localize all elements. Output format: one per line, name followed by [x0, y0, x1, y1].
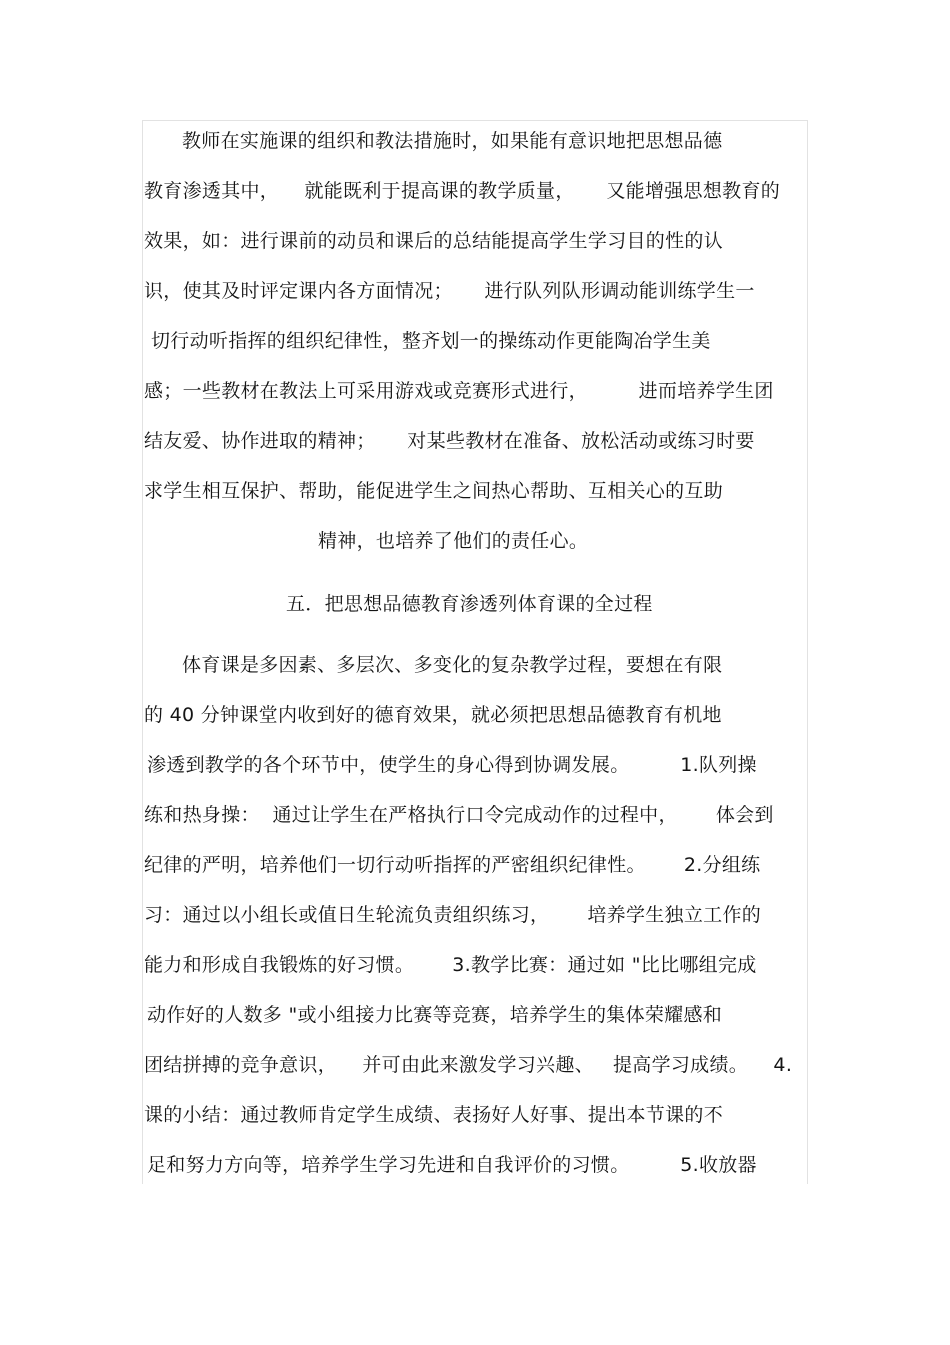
paragraph1-line-4: 识，使其及时评定课内各方面情况； 进行队列队形调动能训练学生一: [144, 280, 755, 302]
paragraph2-line-1: 体育课是多因素、多层次、多变化的复杂教学过程，要想在有限: [182, 654, 723, 676]
paragraph1-line-8: 求学生相互保护、帮助，能促进学生之间热心帮助、互相关心的互助: [144, 480, 724, 502]
paragraph2-line-4: 练和热身操： 通过让学生在严格执行口令完成动作的过程中， 体会到: [144, 804, 774, 826]
paragraph1-line-9: 精神，也培养了他们的责任心。: [318, 530, 589, 552]
paragraph2-line-11: 足和努力方向等，培养学生学习先进和自我评价的习惯。 5.收放器: [147, 1154, 757, 1176]
paragraph1-line-6: 感；一些教材在教法上可采用游戏或竞赛形式进行， 进而培养学生团: [144, 380, 774, 402]
paragraph2-line-9: 团结拼搏的竞争意识， 并可由此来激发学习兴趣、 提高学习成绩。 4.: [144, 1054, 793, 1076]
paragraph1-line-5: 切行动听指挥的组织纪律性，整齐划一的操练动作更能陶冶学生美: [151, 330, 711, 352]
paragraph2-line-10: 课的小结：通过教师肯定学生成绩、表扬好人好事、提出本节课的不: [144, 1104, 724, 1126]
paragraph2-line-7: 能力和形成自我锻炼的好习惯。 3.教学比赛：通过如 "比比哪组完成: [144, 954, 757, 976]
paragraph1-line-2: 教育渗透其中， 就能既利于提高课的教学质量， 又能增强思想教育的: [144, 180, 781, 202]
paragraph2-line-3: 渗透到教学的各个环节中，使学生的身心得到协调发展。 1.队列操: [147, 754, 757, 776]
paragraph2-line-6: 习：通过以小组长或值日生轮流负责组织练习， 培养学生独立工作的: [144, 904, 762, 926]
paragraph1-line-1: 教师在实施课的组织和教法措施时，如果能有意识地把思想品德: [182, 130, 723, 152]
section-heading: 五．把思想品德教育渗透列体育课的全过程: [286, 593, 653, 615]
paragraph1-line-3: 效果，如：进行课前的动员和课后的总结能提高学生学习目的性的认: [144, 230, 724, 252]
paragraph2-line-2: 的 40 分钟课堂内收到好的德育效果，就必须把思想品德教育有机地: [144, 704, 722, 726]
paragraph2-line-5: 纪律的严明，培养他们一切行动听指挥的严密组织纪律性。 2.分组练: [144, 854, 761, 876]
paragraph2-line-8: 动作好的人数多 "或小组接力比赛等竞赛，培养学生的集体荣耀感和: [147, 1004, 723, 1026]
paragraph1-line-7: 结友爱、协作进取的精神； 对某些教材在准备、放松活动或练习时要: [144, 430, 755, 452]
